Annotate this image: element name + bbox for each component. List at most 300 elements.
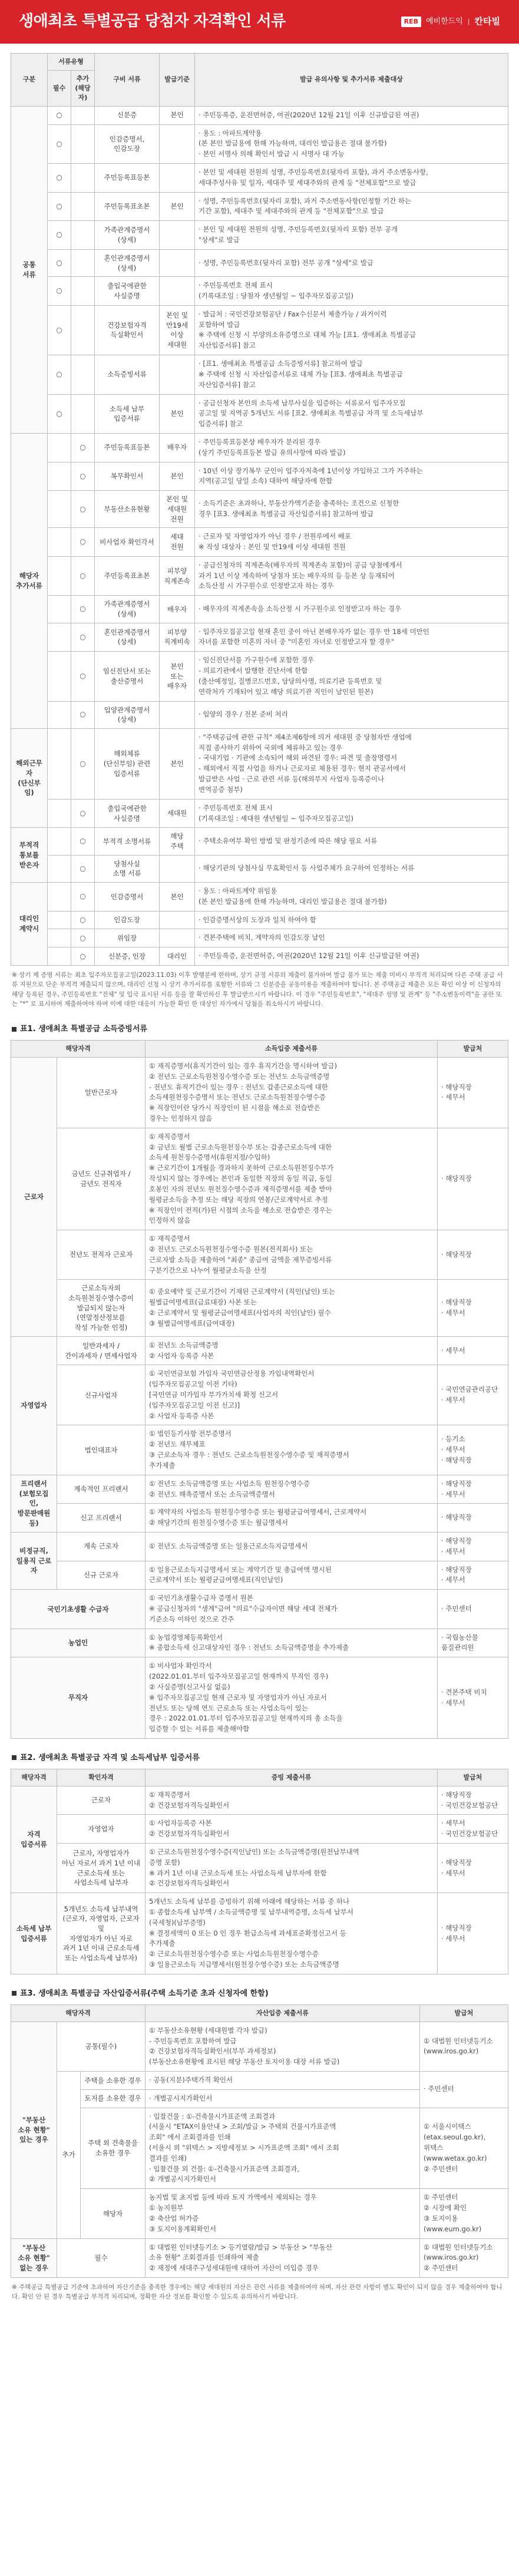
issuer-cell: 배우자	[160, 596, 195, 623]
category-cell: 농업인	[11, 1629, 146, 1657]
brand-name: 예비한드익	[426, 16, 463, 26]
docs-cell: ① 법인등기사항 전부증명서 ② 전년도 재무제표 ③ 근로소득자 경우 : 전년도 근로소득원천징수영수증 및 재직증명서 추가제출	[146, 1425, 438, 1475]
category-cell: 국민기초생활 수급자	[11, 1590, 146, 1629]
document-name: 해외체류 (단신부임) 관련 입증서류	[95, 728, 160, 799]
additional-mark: ○	[71, 528, 95, 557]
table-row	[11, 1230, 508, 1280]
subcategory-cell: 계속 근로자	[57, 1532, 146, 1561]
t4-col-issuer: 발급처	[420, 2004, 508, 2022]
document-name: 가족관계증명서 (상세)	[95, 596, 160, 623]
notes-cell: · 견본주택에 비치, 계약자의 인감도장 날인	[195, 929, 508, 947]
category-cell: 자격 입증서류	[11, 1786, 57, 1893]
table-row	[11, 2022, 508, 2071]
t3-col-target: 해당자격	[11, 1769, 57, 1786]
issuer-cell: 본인	[160, 394, 195, 433]
docs-cell: ① 재직증명서 ② 건강보험자격득실확인서	[146, 1786, 438, 1815]
issuer-cell: · 해당직장 · 세무서	[438, 1532, 508, 1561]
required-mark	[48, 947, 71, 966]
issuer-cell	[160, 249, 195, 276]
table-row	[11, 1425, 508, 1475]
issuer-cell: 본인 또는 배우자	[160, 652, 195, 701]
qualification-docs-table	[11, 53, 508, 966]
notes-cell: · 성명, 주민등록번호(뒷자리 포함), 과거 주소변동사항(인정할 기간 하는 기간 포함), 세대주 및 세대주와의 관계 등 "전체포함"으로 발급	[195, 192, 508, 221]
document-name: 부동산소유현황	[95, 491, 160, 528]
table-row	[11, 623, 508, 652]
content	[0, 44, 519, 2311]
required-mark	[48, 652, 71, 701]
notes-cell: · 입양의 경우 / 전본 준비 처리	[195, 701, 508, 728]
income-docs-table	[11, 1040, 508, 1739]
document-name: 신분증, 인장	[95, 947, 160, 966]
docs-cell: ① 농업경영체등록확인서 ※ 종합소득세 신고대상자인 경우 : 전년도 소득금액증명을 추가제출	[146, 1629, 438, 1657]
docs-cell: · 개별공시지가확인서	[146, 2089, 420, 2108]
docs-cell: ① 중요예약 및 근로기간이 기재된 근로계약서 (직인(날인) 또는 월별급여명세표(급료대장) 사본 또는 ② 근로계약서 및 월평균급여명세표(사업자의 직인(날인) 필수 ③ 월별급여명세표(급여대장)	[146, 1280, 438, 1336]
col-additional: 추가 (해당자)	[71, 70, 95, 106]
table-row	[11, 1629, 508, 1657]
category-cell: "부동산 소유 현황" 있는 경우	[11, 2022, 57, 2238]
table-row	[11, 124, 508, 163]
document-name: 부적격 소명서류	[95, 828, 160, 855]
required-mark: ○	[48, 124, 71, 163]
category-cell: 프리랜서 (보험모집인, 방문판매원 등)	[11, 1475, 57, 1532]
additional-mark: ○	[71, 799, 95, 828]
docs-cell: 농지법 및 초지법 등에 따라 토지 가액에서 제외되는 경우 ① 농지원부 ② 축산업 허가증 ③ 토지이용계획확인서	[146, 2189, 420, 2238]
issuer-cell: · 주민센터	[438, 1590, 508, 1629]
required-mark: ○	[48, 164, 71, 193]
issuer-cell: 피부양 직계비속	[160, 623, 195, 652]
table-row	[11, 106, 508, 124]
docs-cell: 5개년도 소득세 납부를 증빙하기 위해 아래에 해당하는 서류 중 하나 ① 종합소득세 납부액 / 소득금액증명 및 납부내역증명, 소득세 납부서 (국세청)(납부증명) ※ 결정세액이 0 또는 0 인 경우 환급소득세 과세표준확정신고서 등 추가제출 ② 근로소득원천징수영수증 또는 사업소득원천징수영수증 ③ 일용근로소득 지급명세서(원천징수영수증) 또는 소득금액증명	[146, 1893, 438, 1974]
category-cell: 근로자	[11, 1057, 57, 1336]
docs-cell: · 입찰건물 : ①-건축물시가표준액 조회결과 (서울시 "ETAX이용안내 > 조회/발급 > 주택외 건물시가표준액 조회" 에서 조회결과를 인쇄 (서울시 외 "위택스 > 지방세정보 > 시가표준액 조회" 에서 조회 결과를 인쇄) · 입찰건물 외 건물: ①-건축물시가표준액 조회결과, ② 개별공시지가확인서	[146, 2108, 420, 2189]
t3-col-sub: 확인자격	[57, 1769, 146, 1786]
t3-col-issuer: 발급처	[438, 1769, 508, 1786]
additional-mark: ○	[71, 947, 95, 966]
table-row	[11, 1893, 508, 1974]
asset-docs-title: 표3. 생애최초 특별공급 자산입증서류(주택 소득기준 초과 신청자에 한함)	[11, 1983, 508, 2004]
table-row	[11, 855, 508, 882]
required-mark	[48, 799, 71, 828]
additional-mark: ○	[71, 855, 95, 882]
issuer-cell	[160, 124, 195, 163]
issuer-cell: 본인	[160, 192, 195, 221]
category-cell: 자영업자	[11, 1336, 57, 1475]
table-row	[11, 305, 508, 355]
notes-cell: · 인감증명서상의 도장과 일치 하여야 함	[195, 911, 508, 929]
table1-footnote: ※ 상기 제 증명 서류는 최초 입주자모집공고일(2023.11.03) 이후 발행분에 한하며, 상기 규정 서류의 제출이 불가하여 발급 불가 또는 제출 미비시 부적격 처리되며 다른 주택 공급 서류 지원으로 단순 부적격 제출되지 않으며, 대리인 신청 시 상기 추가서류를 포함한 서류와 그 신분증을 공동이용을 제출하여야 합니다. 본 주택공급 제출은 모든 확인 이상 이 신청자의 해당 등록된 경우, 주민등록번호 "전체" 및 입국 표시된 서류 등을 잘 확인하신 후 발급받으시기 바랍니다. 이 경우 "주민등록번호", "세대주 성명 및 관계" 등 "주소변동이력"을 공란 또는 "*" 로 표시하여 제출하여야 하여 이에 대한 대응이 가능한 확인 한 대상인 자가에서 당첨을 취소하시기 바랍니다.	[12, 972, 503, 1008]
issuer-cell: 본인	[160, 883, 195, 911]
subcategory-cell: 주택 외 건축물을 소유한 경우	[81, 2108, 146, 2189]
notes-cell: · 소득기준은 초과하나, 부동산가액기준을 충족하는 조건으로 신청한 경우 [표3. 생애최초 특별공급 자산입증서류] 참고하여 발급	[195, 491, 508, 528]
table-row	[11, 249, 508, 276]
brand-subname: 칸타빌	[474, 16, 500, 27]
issuer-cell	[160, 164, 195, 193]
t2-col-docs: 소득입증 제출서류	[146, 1041, 438, 1058]
subcategory-cell: 필수	[57, 2238, 146, 2277]
brand-separator: |	[467, 18, 470, 26]
subcategory-cell: 근로자	[57, 1786, 146, 1815]
table-row	[11, 221, 508, 250]
table-row	[11, 1280, 508, 1336]
issuer-cell: · 해당직장	[438, 1230, 508, 1280]
required-mark: ○	[48, 394, 71, 433]
issuer-cell: · 국립농산물 품질관리원	[438, 1629, 508, 1657]
required-mark: ○	[48, 277, 71, 306]
issuer-cell: 본인	[160, 106, 195, 124]
issuer-cell	[160, 277, 195, 306]
issuer-cell	[160, 855, 195, 882]
additional-mark: ○	[71, 828, 95, 855]
table-row	[11, 1786, 508, 1815]
docs-cell: ① 부동산소유현황 (세대원별 각자 발급) - 주민등록번호 포함하여 발급 ② 건강보험자격득실확인서(부부 과세정보) (부동산소유현황에 표시된 해당 부동산 토지이용 대장 서류 발급)	[146, 2022, 420, 2071]
document-name: 신분증	[95, 106, 160, 124]
additional-mark	[71, 249, 95, 276]
category-cell: 해외근무자 (단신부임)	[11, 728, 48, 828]
document-name: 소득세 납부 입증서류	[95, 394, 160, 433]
square-bullet-icon	[12, 1991, 16, 1996]
table-row	[11, 701, 508, 728]
category-cell: 소득세 납부 입증서류	[11, 1893, 57, 1974]
notes-cell: · 주민등록번호 전체 표시 (기록대조일 : 당첨자 생년월일 ~ 입주자모집공고일)	[195, 277, 508, 306]
col-notes: 발급 유의사항 및 추가서류 제출대상	[195, 54, 508, 107]
table-row	[11, 596, 508, 623]
issuer-cell	[160, 929, 195, 947]
table-row	[11, 1815, 508, 1844]
document-name: 가족관계증명서 (상세)	[95, 221, 160, 250]
docs-cell: ① 전년도 소득금액증명 ② 사업자 등록증 사본	[146, 1336, 438, 1365]
category-cell: 대리인 계약시	[11, 883, 48, 966]
issuer-cell	[160, 911, 195, 929]
tax-docs-table	[11, 1769, 508, 1974]
notes-cell: · 임신진단서를 가구원수에 포함한 경우 - 의료기관에서 발행한 진단서에 한함 (출산예정일, 질병코드번호, 담당의사명, 의료기관 등록번호 및 연락처가 기재되어 있고 해당 의료기관 직인이 날인된 원본)	[195, 652, 508, 701]
table-row	[11, 828, 508, 855]
document-name: 인감도장	[95, 911, 160, 929]
additional-mark: ○	[71, 596, 95, 623]
notes-cell: · 주민등록표등본상 배우자가 분리된 경우 (상기 주민등록표등본 발급 유의사항에 따라 발급)	[195, 433, 508, 462]
issuer-cell: 본인 및 세대원 전원	[160, 491, 195, 528]
table-row	[11, 1365, 508, 1425]
tax-docs-title: 표2. 생애최초 특별공급 자격 및 소득세납부 입증서류	[11, 1747, 508, 1769]
document-name: 임신진단서 또는 출산증명서	[95, 652, 160, 701]
required-mark: ○	[48, 192, 71, 221]
subcategory-cell: 신규 근로자	[57, 1561, 146, 1590]
subcategory-cell: 근로자, 자영업자가 아닌 자로서 과거 1년 이내 근로소득세 또는 사업소득세 납부자	[57, 1843, 146, 1893]
table-row	[11, 1475, 508, 1504]
issuer-cell: · 해당직장 · 세무서	[438, 1057, 508, 1128]
issuer-cell: · 국민연금관리공단 · 세무서	[438, 1365, 508, 1425]
table-row	[11, 1843, 508, 1893]
table-row	[11, 2189, 508, 2238]
notes-cell: · 본인 및 세대원 전원의 성명, 주민등록번호(뒷자리 포함), 과거 주소변동사항, 세대주성사유 및 일자, 세대주 및 세대주와의 관계 등 "전체포함"으로 발급	[195, 164, 508, 193]
required-mark: ○	[48, 355, 71, 394]
issuer-cell: · 세무서	[438, 1336, 508, 1365]
additional-mark: ○	[71, 701, 95, 728]
page-title: 생애최초 특별공급 당첨자 자격확인 서류	[19, 12, 286, 31]
required-mark	[48, 462, 71, 491]
notes-cell: · "주택공급에 관한 규칙" 제4조제6항에 의거 세대원 중 당첨자만 생업에 직접 종사하기 위하여 국외에 체류하고 있는 경우 - 국내기업 · 기관에 소속되어 해외 파견된 경우: 파견 및 출장명령서 - 해외에서 직접 사업을 하거나 근로자로 채용된 경우: 현지 관공서에서 발급받은 사업 · 근로 관련 서류 등(해외부지 사업자 등록증이나 변역공증 첨부)	[195, 728, 508, 799]
issuer-cell: · 해당직장 · 세무서	[438, 1843, 508, 1893]
t4-col-docs: 자산입증 제출서류	[146, 2004, 420, 2022]
additional-mark: ○	[71, 462, 95, 491]
issuer-cell: ① 대법원 인터넷등기소 (www.iros.go.kr)	[420, 2022, 508, 2071]
t4-col-target: 해당자격	[11, 2004, 146, 2022]
table-row	[11, 911, 508, 929]
issuer-cell: · 해당직장 · 세무서	[438, 1475, 508, 1504]
issuer-cell: 세대원	[160, 799, 195, 828]
t2-col-target: 해당자격	[11, 1041, 146, 1058]
table-row	[11, 277, 508, 306]
issuer-cell: 배우자	[160, 433, 195, 462]
additional-mark: ○	[71, 556, 95, 595]
notes-cell: · 입주자모집공고일 현재 혼인 중이 아닌 본배우자가 없는 경우 만 18세 미만인 자녀를 포함한 미혼의 자녀 중 "미혼인 자녀로 인정받고자 할 경우"	[195, 623, 508, 652]
issuer-cell: · 견본주택 비치 · 세무서	[438, 1657, 508, 1739]
t2-col-issuer: 발급처	[438, 1041, 508, 1058]
issuer-cell	[160, 355, 195, 394]
table-row	[11, 528, 508, 557]
docs-cell: ① 근로소득원천징수영수증(직인날인) 또는 소득금액증명(원천납부내역 증명 포함) ※ 과거 1년 이내 근로소득세 또는 사업소득세 납부자에 한함 ② 건강보험자격득실확인서	[146, 1843, 438, 1893]
table-row	[11, 728, 508, 799]
subcategory-cell: 토지를 소유한 경우	[81, 2089, 146, 2108]
required-mark	[48, 855, 71, 882]
notes-cell: · 용도 : 아파트계약용 (본 본인 발급용에 한해 가능하며, 대리인 발급용은 절대 불가함) · 본인 서명사 의해 확인서 발급 시 서명사 대 가능	[195, 124, 508, 163]
document-name: 복무확인서	[95, 462, 160, 491]
notes-cell: · [표1. 생애최초 특별공급 소득증빙서류] 참고하여 발급 ※ 주택에 신청 시 자산입증서류로 대체 가능 [표3. 생애최초 특별공급 자산입증서류] 참고	[195, 355, 508, 394]
additional-mark: ○	[71, 623, 95, 652]
required-mark	[48, 728, 71, 799]
notes-cell: · 본인 및 세대원 전원의 성명, 주민등록번호(뒷자리 포함) 전부 공개 "상세"로 발급	[195, 221, 508, 250]
subcategory-cell: 신고 프리랜서	[57, 1504, 146, 1533]
issuer-cell	[160, 701, 195, 728]
table4-footnote: ※ 주택공급 특별공급 기준에 초과하여 자산기준을 충족한 경우에는 해당 세대원의 자산은 관련 서류를 제출하여야 하며, 자산 관련 사항이 별도 확인이 되지 않을 경우 제출하여야 합니다. 확인 안 된 경우 특별공급 부적격 처리되며, 정확한 자산 정보를 확인할 수 있도록 유의하시기 바랍니다.	[12, 2283, 503, 2301]
t3-col-docs: 증빙 제출서류	[146, 1769, 438, 1786]
notes-cell: · 발급처 : 국민건강보험공단 / Fax수신문서 제출가능 / 과거이력 포함하여 발급 ※ 주택에 신청 시 부양의소유증명으로 대체 가능 [표1. 생애최초 특별공급 자산입증서류] 참고	[195, 305, 508, 355]
document-name: 위임장	[95, 929, 160, 947]
issuer-cell: 대리인	[160, 947, 195, 966]
table-row	[11, 929, 508, 947]
category-cell: 해당자 추가서류	[11, 433, 48, 728]
category-cell: 무직자	[11, 1657, 146, 1739]
document-name: 인감증명서	[95, 883, 160, 911]
issuer-cell: · 해당직장 · 세무서	[438, 1893, 508, 1974]
document-name: 입양관계증명서 (상세)	[95, 701, 160, 728]
additional-mark: ○	[71, 491, 95, 528]
required-mark	[48, 883, 71, 911]
notes-cell: · 공급신청자 본인의 소득세 납부사실을 입증하는 서류로서 입주자모집 공고일 및 지역공 5개년도 서류 [표2. 생애최초 특별공급 자격 및 소득세납부 입증서류] 참고	[195, 394, 508, 433]
additional-mark: ○	[71, 883, 95, 911]
subcategory-cell: 5개년도 소득세 납부내역 (근로자, 자영업자, 근로자 및 자영업자가 아닌 자로 과거 1년 이내 근로소득세 또는 사업소득세 납부자)	[57, 1893, 146, 1974]
issuer-cell: ① 서울시이택스 (etax.seoul.go.kr), 위택스 (www.wetax.go.kr) ② 주민센터	[420, 2108, 508, 2189]
docs-cell: ① 비사업자 확인각서 (2022.01.01.부터 입주자모집공고일 현재까지 무직인 경우) ② 사실증명(신고사실 없음) ※ 입주자모집공고일 현재 근로자 및 자영업자가 아닌 자로서 전년도 또는 당해 연도 근로소득 또는 사업소득이 있는 경우 : 2022.01.01.부터 입주자모집공고일 현재까지의 총 소득을 입증할 수 있는 서류를 제출해야함	[146, 1657, 438, 1739]
notes-cell: · 근로자 및 자영업자가 아닌 경우 / 전원루에서 배포 ※ 작성 대상자 : 본인 및 만19세 이상 세대원 전원	[195, 528, 508, 557]
col-required: 필수	[48, 70, 71, 106]
docs-cell: ① 재직증명서 ② 금년도 월별 근로소득원천징수부 또는 갑종근로소득에 대한 소득세 원천징수증명서(휴원지정/수입하) ※ 근로기간이 1개월을 경과하지 못하여 근로소득원천징수부가 작성되지 않는 경우에는 본인과 동일한 직장의 동일 직급, 동일 호봉인 자의 전년도 원천징수영수증과 재직증명서를 제출 받아 월평균소득을 추정 또는 해당 직장의 연봉/근로계약서로 추정 ※ 직장인이 전직(가)된 시점의 소득을 해소로 전습받은 경우는 인정하지 않음	[146, 1128, 438, 1230]
document-name: 건강보험자격 득실확인서	[95, 305, 160, 355]
document-name: 출입국에관한 사실증명	[95, 799, 160, 828]
subcategory-cell: 주택을 소유한 경우	[81, 2071, 146, 2089]
income-docs-title: 표1. 생애최초 특별공급 소득증빙서류	[11, 1018, 508, 1040]
issuer-cell: · 주민센터	[420, 2071, 508, 2108]
docs-cell: ① 재직증명서 ② 전년도 근로소득원천징수영수증 원본(전직회사) 또는 근로자발 소득을 제출하여 "최종" 종급여 금액을 제무증빙서류 구분기간으로 나누어 월평균소득을 산정	[146, 1230, 438, 1280]
subcategory-cell: 금년도 신규취업자 / 금년도 전직자	[57, 1128, 146, 1230]
document-name: 주민등록표초본	[95, 556, 160, 595]
additional-mark: ○	[71, 728, 95, 799]
notes-cell: · 주민등록번호 전체 표시 (기록대조일 : 세대원 생년월일 ~ 입주자모집공고일)	[195, 799, 508, 828]
asset-docs-table	[11, 2004, 508, 2278]
square-bullet-icon	[12, 1755, 16, 1760]
additional-mark: ○	[71, 433, 95, 462]
table-row	[11, 1128, 508, 1230]
table-row	[11, 1057, 508, 1128]
subcategory-cell: 해당자	[81, 2189, 146, 2238]
additional-mark: ○	[71, 911, 95, 929]
table-row	[11, 799, 508, 828]
issuer-cell: · 해당직장 · 국민건강보험공단	[438, 1786, 508, 1815]
document-name: 혼인관계증명서 (상세)	[95, 249, 160, 276]
issuer-cell: · 해당직장	[438, 1128, 508, 1230]
issuer-cell: 피부양 직계존속	[160, 556, 195, 595]
table-row	[11, 1532, 508, 1561]
issuer-cell: 본인	[160, 462, 195, 491]
docs-cell: ① 국민연금보험 가입자 국민연금산정용 가입내역확인서 (입주자모집공고일 이전 기타) [국민연금 미가입자 부가가치세 확정 신고서 (입주자모집공고일 이전 신고)] ② 사업자 등록증 사본	[146, 1365, 438, 1425]
table-row	[11, 192, 508, 221]
subcategory-cell: 자영업자	[57, 1815, 146, 1844]
notes-cell: · 배우자의 직계존속을 소득산정 시 가구원수로 인정받고자 하는 경우	[195, 596, 508, 623]
table-row	[11, 1336, 508, 1365]
brand	[401, 15, 500, 28]
issuer-cell: · 해당직장 · 세무서	[438, 1561, 508, 1590]
category-cell: 비정규직, 일용직 근로자	[11, 1532, 57, 1589]
subcategory-cell: 법인대표자	[57, 1425, 146, 1475]
required-mark: ○	[48, 249, 71, 276]
table-row	[11, 883, 508, 911]
table-row	[11, 394, 508, 433]
subcategory-cell: 근로소득자외 소득원천징수영수증이 발급되지 않는자 (연말정산정보를 작성 가능한 인정)	[57, 1280, 146, 1336]
page-header	[0, 0, 519, 44]
add-label-cell: 추가	[57, 2071, 81, 2238]
brand-logo-icon: REB	[401, 16, 421, 27]
table-row	[11, 556, 508, 595]
subcategory-cell: 계속적인 프리랜서	[57, 1475, 146, 1504]
table-row	[11, 2238, 508, 2277]
table-row	[11, 355, 508, 394]
required-mark	[48, 433, 71, 462]
issuer-cell: 본인	[160, 728, 195, 799]
table-row	[11, 2108, 508, 2189]
docs-cell: ① 국민기초생활수급자 증명서 원본 ※ 공급신청자의 "생계"급여 "의료"수급자이면 해당 세대 전체가 기준소득 이하인 것으로 간주	[146, 1590, 438, 1629]
additional-mark	[71, 124, 95, 163]
required-mark	[48, 828, 71, 855]
table-row	[11, 164, 508, 193]
issuer-cell: · 세무서 · 국민건강보험공단	[438, 1815, 508, 1844]
docs-cell: ① 대법원 인터넷등기소 > 등기열람/발급 > 부동산 > "부동산 소유 현황" 조회결과를 인쇄하여 제출 ② 재정에 세대주구성세대원에 대하여 자산이 미입증 경우	[146, 2238, 420, 2277]
document-name: 주민등록표등본	[95, 433, 160, 462]
table-row	[11, 947, 508, 966]
issuer-cell: 해당 주택	[160, 828, 195, 855]
table-row	[11, 491, 508, 528]
issuer-cell: ① 대법원 인터넷등기소 (www.iros.go.kr) ② 주민센터	[420, 2238, 508, 2277]
notes-cell: · 용도 : 아파트계약 위임용 (본 본인 발급용에 한해 가능하며, 대리인 발급용은 절대 불가함)	[195, 883, 508, 911]
additional-mark	[71, 221, 95, 250]
table-row	[11, 462, 508, 491]
subcategory-cell: 전년도 전직자 근로자	[57, 1230, 146, 1280]
col-issuer: 발급기준	[160, 54, 195, 107]
table-row	[11, 2071, 508, 2089]
subcategory-cell: 일반근로자	[57, 1057, 146, 1128]
issuer-cell: · 해당직장 · 세무서	[438, 1280, 508, 1336]
docs-cell: ① 사업자등록증 사본 ② 건강보험자격득실확인서	[146, 1815, 438, 1844]
additional-mark	[71, 355, 95, 394]
notes-cell: · 주택소유여부 확인 방법 및 판정기준에 따른 해당 필요 서류	[195, 828, 508, 855]
table-row	[11, 652, 508, 701]
required-mark	[48, 701, 71, 728]
notes-cell: · 주민등록증, 운전면허증, 여권(2020년 12월 21일 이후 신규발급된 여권)	[195, 947, 508, 966]
additional-mark	[71, 106, 95, 124]
subcategory-cell: 공통(필수)	[57, 2022, 146, 2071]
required-mark	[48, 528, 71, 557]
docs-cell: ① 전년도 소득금액증명 또는 사업소득 원천징수영수증 ② 전년도 해촉증명서 또는 소득금액증명서	[146, 1475, 438, 1504]
issuer-cell	[160, 221, 195, 250]
notes-cell: · 10년 이상 장기복무 군인이 입주자저축에 1년이상 가입하고 그가 거주하는 지역(공고일 당일 소속) 대하여 해당자에 한함	[195, 462, 508, 491]
required-mark	[48, 556, 71, 595]
square-bullet-icon	[12, 1027, 16, 1032]
required-mark	[48, 929, 71, 947]
additional-mark	[71, 164, 95, 193]
subcategory-cell: 신규사업자	[57, 1365, 146, 1425]
docs-cell: · 공동(지분)주택가격 확인서	[146, 2071, 420, 2089]
notes-cell: · 성명, 주민등록번호(뒷자리 포함) 전부 공개 "상세"로 발급	[195, 249, 508, 276]
required-mark: ○	[48, 305, 71, 355]
document-name: 비사업자 확인각서	[95, 528, 160, 557]
document-name: 소득증빙서류	[95, 355, 160, 394]
notes-cell: · 주민등록증, 운전면허증, 여권(2020년 12월 21일 이후 신규발급된 여권)	[195, 106, 508, 124]
document-name: 인감증명서, 인감도장	[95, 124, 160, 163]
col-doc-type: 서류유형	[48, 54, 95, 71]
issuer-cell: · 해당직장	[438, 1504, 508, 1533]
additional-mark	[71, 305, 95, 355]
required-mark: ○	[48, 221, 71, 250]
document-name: 주민등록표초본	[95, 192, 160, 221]
required-mark	[48, 491, 71, 528]
issuer-cell: ① 주민센터 ② 시장에 확인 ③ 토지이용 (www.eum.go.kr)	[420, 2189, 508, 2238]
issuer-cell: 세대 전원	[160, 528, 195, 557]
docs-cell: ① 일용근로소득지급명세서 또는 계약기간 및 총급여액 명시된 근로계약서 또는 월평균급여명세표(직인날인)	[146, 1561, 438, 1590]
table-row	[11, 1657, 508, 1739]
table-row	[11, 1504, 508, 1533]
col-doc-name: 구비 서류	[95, 54, 160, 107]
required-mark	[48, 623, 71, 652]
category-cell: "부동산 소유 현황" 없는 경우	[11, 2238, 57, 2277]
table-row	[11, 1561, 508, 1590]
document-name: 주민등록표등본	[95, 164, 160, 193]
additional-mark: ○	[71, 652, 95, 701]
table-row	[11, 433, 508, 462]
additional-mark: ○	[71, 929, 95, 947]
additional-mark	[71, 277, 95, 306]
document-name: 출입국에관한 사실증명	[95, 277, 160, 306]
notes-cell: · 공급신청자의 직계존속(배우자의 직계존속 포함)이 공급 당첨에게서 과거 1년 이상 계속하여 당첨자 또는 배우자의 등 등본 상 등재되어 소득산정 시 가구원수로 인정받고자 하는 경우	[195, 556, 508, 595]
col-gubun: 구분	[11, 54, 48, 107]
issuer-cell: 본인 및 만19세 이상 세대원	[160, 305, 195, 355]
subcategory-cell: 일반과세자 / 간이과세자 / 면세사업자	[57, 1336, 146, 1365]
notes-cell: · 해당기관의 당첨사실 무효확인서 등 사업주체가 요구하여 인정하는 서류	[195, 855, 508, 882]
required-mark	[48, 596, 71, 623]
category-cell: 공통 서류	[11, 106, 48, 433]
issuer-cell: · 등기소 · 세무서 · 해당직장	[438, 1425, 508, 1475]
docs-cell: ① 재직증명서(휴직기간이 있는 경우 휴직기간을 명시하여 발급) ② 전년도 근로소득원천징수영수증 또는 전년도 소득금액증명 - 전년도 휴직기간이 있는 경우 : 전년도 갑종근로소득에 대한 소득세원천징수증명서 또는 전년도 근로소득원천징수영수증 ※ 직장인이란 당가시 직장인이 된 시점을 해소로 전습받은 경우는 인정하지 않음	[146, 1057, 438, 1128]
docs-cell: ① 계약자의 사업소득 원천징수영수증 또는 월평균급여명세서, 근로계약서 ② 해당기간의 원천징수영수증 또는 월급명세서	[146, 1504, 438, 1533]
table-row	[11, 1590, 508, 1629]
additional-mark	[71, 394, 95, 433]
